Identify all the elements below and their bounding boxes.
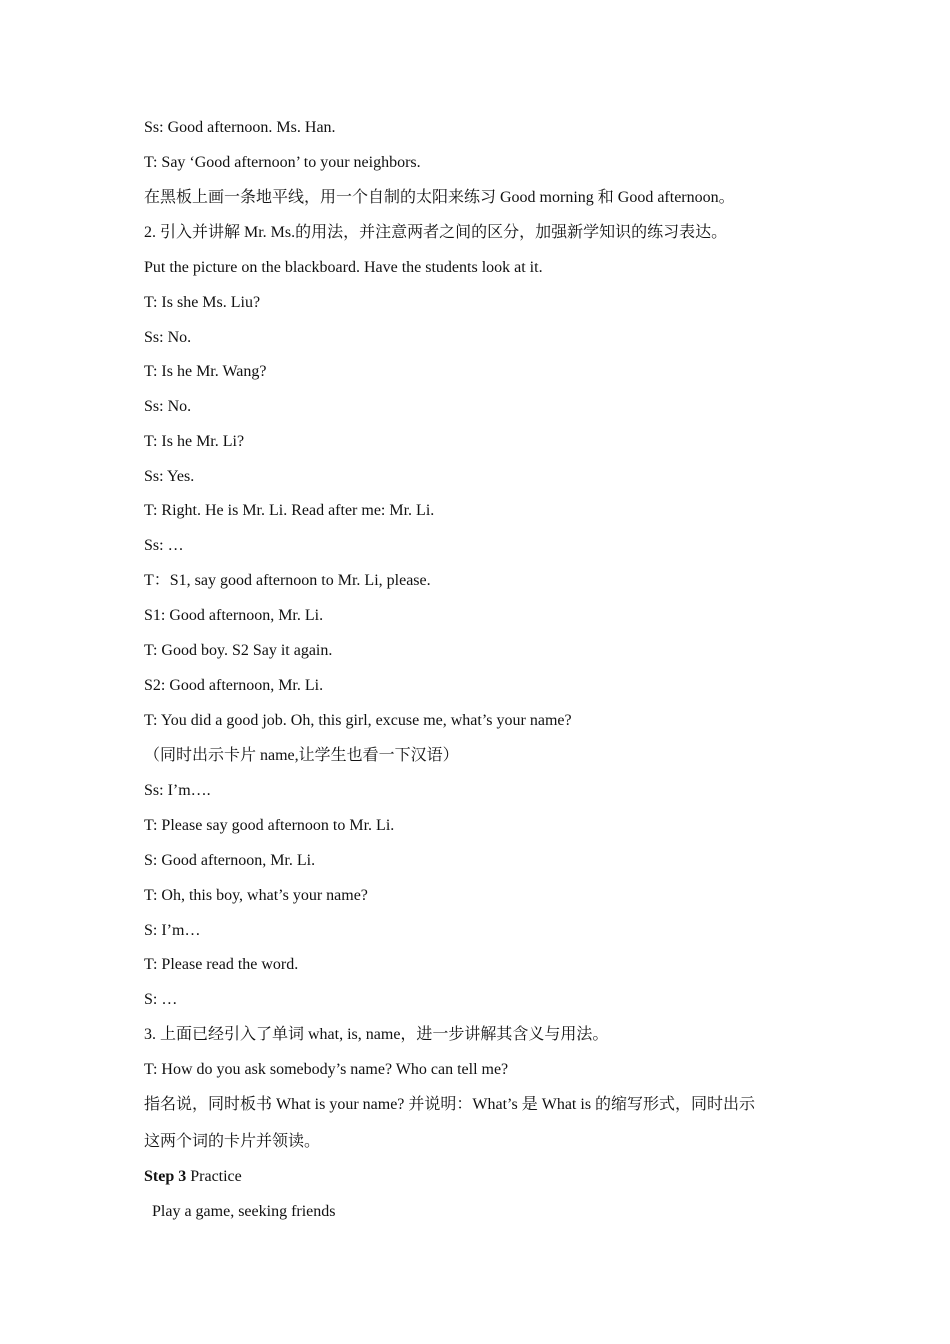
instruction-line: 3. 上面已经引入了单词 what, is, name，进一步讲解其含义与用法。 [144, 1026, 609, 1043]
dialogue-line: Ss: Good afternoon. Ms. Han. [144, 119, 336, 136]
activity-line: Play a game, seeking friends [152, 1203, 336, 1220]
dialogue-line: Ss: No. [144, 329, 192, 346]
dialogue-line: S: Good afternoon, Mr. Li. [144, 852, 316, 869]
instruction-line: 在黑板上画一条地平线，用一个自制的太阳来练习 Good morning 和 Good afternoon。 [144, 189, 735, 206]
dialogue-line: T: Is he Mr. Wang? [144, 363, 267, 380]
dialogue-line: T: How do you ask somebody’s name? Who can tell me? [144, 1061, 509, 1078]
dialogue-line: T: Please say good afternoon to Mr. Li. [144, 817, 395, 834]
dialogue-line: T: You did a good job. Oh, this girl, excuse me, what’s your name? [144, 712, 572, 729]
dialogue-line: T: Say ‘Good afternoon’ to your neighbors. [144, 154, 421, 171]
instruction-line: （同时出示卡片 name,让学生也看一下汉语） [144, 747, 459, 764]
dialogue-line: Ss: I’m…. [144, 782, 211, 799]
dialogue-line: T: Is he Mr. Li? [144, 433, 245, 450]
step-title: Practice [186, 1168, 242, 1185]
instruction-line: 指名说，同时板书 What is your name? 并说明：What’s 是 What is 的缩写形式，同时出示 [144, 1096, 756, 1113]
dialogue-line: T: Please read the word. [144, 956, 299, 973]
dialogue-line: S1: Good afternoon, Mr. Li. [144, 607, 324, 624]
dialogue-line: T: Good boy. S2 Say it again. [144, 642, 333, 659]
instruction-line: 2. 引入并讲解 Mr. Ms.的用法，并注意两者之间的区分，加强新学知识的练习表达。 [144, 224, 728, 241]
dialogue-line: Ss: No. [144, 398, 192, 415]
dialogue-line: Ss: … [144, 537, 184, 554]
dialogue-line: S: I’m… [144, 922, 201, 939]
dialogue-line: Ss: Yes. [144, 468, 195, 485]
dialogue-line: T：S1, say good afternoon to Mr. Li, please. [144, 572, 431, 589]
dialogue-line: T: Oh, this boy, what’s your name? [144, 887, 368, 904]
dialogue-line: S2: Good afternoon, Mr. Li. [144, 677, 324, 694]
instruction-line: 这两个词的卡片并领读。 [144, 1133, 321, 1150]
dialogue-line: T: Is she Ms. Liu? [144, 294, 261, 311]
step-heading [144, 1167, 242, 1187]
instruction-line: Put the picture on the blackboard. Have the students look at it. [144, 259, 543, 276]
dialogue-line: T: Right. He is Mr. Li. Read after me: Mr. Li. [144, 502, 435, 519]
dialogue-line: S: … [144, 991, 178, 1008]
step-label: Step 3 [144, 1168, 187, 1185]
